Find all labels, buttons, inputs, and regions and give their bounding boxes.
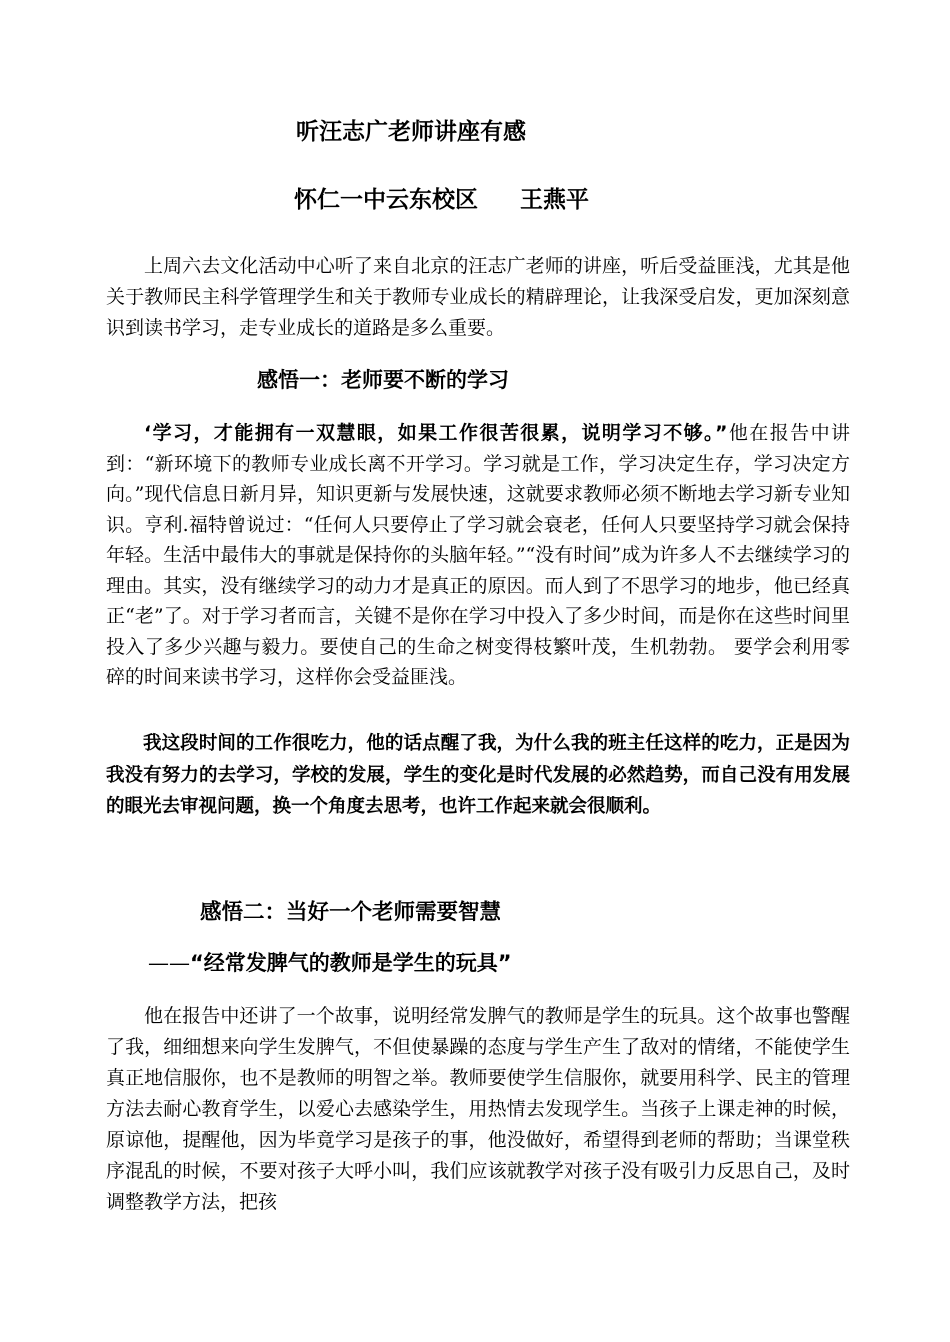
school-name: 怀仁一中云东校区: [294, 187, 478, 213]
section-one-reflection: 我这段时间的工作很吃力，他的话点醒了我，为什么我的班主任这样的吃力，正是因为我没有努力的去学习，学校的发展，学生的变化是时代发展的必然趋势，而自己没有用发展的眼光去审视问题，换一个角度去思考，也许工作起来就会很顺利。: [106, 733, 850, 817]
section-two-sub-quote: “经常发脾气的教师是学生的玩具”: [190, 951, 512, 975]
section-one-heading-bold: 学习: [467, 368, 509, 392]
section-one-heading: [257, 364, 509, 394]
section-one-heading-prefix: 感悟一：老师要不断的: [257, 367, 467, 392]
section-one-quote: ‘学习，才能拥有一双慧眼，如果工作很苦很累，说明学习不够。”: [144, 422, 728, 444]
section-one-body: 他在报告中讲到：“新环境下的教师专业成长离不开学习。学习就是工作，学习决定生存，学习决定方向。”现代信息日新月异，知识更新与发展快速，这就要求教师必须不断地去学习新专业知识。亨利.福特曾说过：“任何人只要停止了学习就会衰老，任何人只要坚持学习就会保持年轻。生活中最伟大的事就是保持你的头脑年轻。”“没有时间”成为许多人不去继续学习的理由。其实，没有继续学习的动力才是真正的原因。而人到了不思学习的地步，他已经真正“老”了。对于学习者而言，关键不是你在学习中投入了多少时间，而是你在这些时间里投入了多少兴趣与毅力。要使自己的生命之树变得枝繁叶茂，生机勃勃。 要学会利用零碎的时间来读书学习，这样你会受益匪浅。: [106, 422, 850, 688]
intro-paragraph: 上周六去文化活动中心听了来自北京的汪志广老师的讲座，听后受益匪浅，尤其是他关于教师民主科学管理学生和关于教师专业成长的精辟理论，让我深受启发，更加深刻意识到读书学习，走专业成长的道路是多么重要。: [106, 255, 850, 339]
section-one-paragraph: [106, 418, 850, 693]
section-two-heading: 感悟二：当好一个老师需要智慧: [200, 900, 502, 925]
section-two-paragraph: 他在报告中还讲了一个故事，说明经常发脾气的教师是学生的玩具。这个故事也警醒了我，细细想来向学生发脾气，不但使暴躁的态度与学生产生了敌对的情绪，不能使学生真正地信服你，也不是教师的明智之举。教师要使学生信服你，就要用科学、民主的管理方法去耐心教育学生，以爱心去感染学生，用热情去发现学生。当孩子上课走神的时候，原谅他，提醒他，因为毕竟学习是孩子的事，他没做好，希望得到老师的帮助；当课堂秩序混乱的时候，不要对孩子大呼小叫，我们应该就教学对孩子没有吸引力反思自己，及时调整教学方法，把孩: [106, 1005, 850, 1213]
section-two-dash: ——: [148, 951, 190, 975]
document-title: 听汪志广老师讲座有感: [296, 119, 526, 145]
author-line: [294, 181, 589, 214]
section-two-subheading: [148, 947, 512, 977]
author-name: 王燕平: [520, 187, 589, 213]
